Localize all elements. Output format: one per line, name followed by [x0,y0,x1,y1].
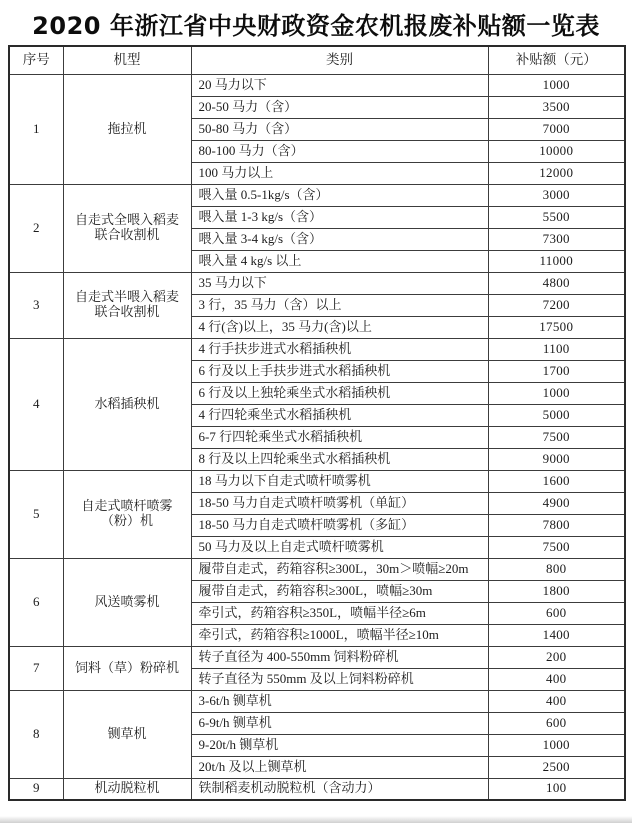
amount-cell: 1100 [488,338,625,360]
table-row [9,184,625,206]
category-cell: 6-9t/h 铡草机 [191,712,488,734]
table-row [9,272,625,294]
category-cell: 喂入量 1-3 kg/s（含） [191,206,488,228]
amount-cell: 2500 [488,756,625,778]
serial-number-cell: 2 [9,184,63,272]
category-cell: 8 行及以上四轮乘坐式水稻插秧机 [191,448,488,470]
amount-cell: 11000 [488,250,625,272]
machine-type-cell: 自走式半喂入稻麦联合收割机 [63,272,191,338]
category-cell: 20 马力以下 [191,74,488,96]
amount-cell: 1600 [488,470,625,492]
category-cell: 50-80 马力（含） [191,118,488,140]
amount-cell: 7500 [488,536,625,558]
amount-cell: 10000 [488,140,625,162]
category-cell: 20t/h 及以上铡草机 [191,756,488,778]
serial-number-cell: 4 [9,338,63,470]
table-row [9,778,625,800]
amount-cell: 200 [488,646,625,668]
amount-cell: 3500 [488,96,625,118]
amount-cell: 400 [488,690,625,712]
amount-cell: 5000 [488,404,625,426]
category-cell: 履带自走式，药箱容积≥300L，喷幅≥30m [191,580,488,602]
category-cell: 6-7 行四轮乘坐式水稻插秧机 [191,426,488,448]
amount-cell: 7500 [488,426,625,448]
table-row [9,338,625,360]
amount-cell: 7200 [488,294,625,316]
table-row [9,690,625,712]
amount-cell: 9000 [488,448,625,470]
machine-type-cell: 机动脱粒机 [63,778,191,800]
category-cell: 牵引式，药箱容积≥1000L，喷幅半径≥10m [191,624,488,646]
header-row [9,46,625,74]
header-subsidy-amount: 补贴额（元） [488,46,625,74]
table-row [9,558,625,580]
category-cell: 牵引式，药箱容积≥350L，喷幅半径≥6m [191,602,488,624]
header-machine-type: 机型 [63,46,191,74]
category-cell: 18-50 马力自走式喷杆喷雾机（单缸） [191,492,488,514]
amount-cell: 1400 [488,624,625,646]
serial-number-cell: 1 [9,74,63,184]
category-cell: 9-20t/h 铡草机 [191,734,488,756]
category-cell: 35 马力以下 [191,272,488,294]
table-row [9,74,625,96]
amount-cell: 7800 [488,514,625,536]
machine-type-cell: 拖拉机 [63,74,191,184]
serial-number-cell: 3 [9,272,63,338]
machine-type-cell: 自走式喷杆喷雾（粉）机 [63,470,191,558]
category-cell: 4 行(含)以上，35 马力(含)以上 [191,316,488,338]
amount-cell: 100 [488,778,625,800]
amount-cell: 1700 [488,360,625,382]
category-cell: 3-6t/h 铡草机 [191,690,488,712]
category-cell: 20-50 马力（含） [191,96,488,118]
table-row [9,646,625,668]
amount-cell: 5500 [488,206,625,228]
scan-shadow [0,816,632,823]
machine-type-cell: 饲料（草）粉碎机 [63,646,191,690]
category-cell: 18 马力以下自走式喷杆喷雾机 [191,470,488,492]
machine-type-cell: 自走式全喂入稻麦联合收割机 [63,184,191,272]
header-category: 类别 [191,46,488,74]
serial-number-cell: 7 [9,646,63,690]
table-row [9,470,625,492]
category-cell: 18-50 马力自走式喷杆喷雾机（多缸） [191,514,488,536]
amount-cell: 800 [488,558,625,580]
amount-cell: 400 [488,668,625,690]
amount-cell: 1000 [488,74,625,96]
category-cell: 3 行，35 马力（含）以上 [191,294,488,316]
amount-cell: 1000 [488,734,625,756]
serial-number-cell: 5 [9,470,63,558]
category-cell: 转子直径为 400-550mm 饲料粉碎机 [191,646,488,668]
amount-cell: 12000 [488,162,625,184]
amount-cell: 4900 [488,492,625,514]
category-cell: 50 马力及以上自走式喷杆喷雾机 [191,536,488,558]
serial-number-cell: 6 [9,558,63,646]
serial-number-cell: 8 [9,690,63,778]
category-cell: 6 行及以上手扶步进式水稻插秧机 [191,360,488,382]
amount-cell: 7000 [488,118,625,140]
category-cell: 6 行及以上独轮乘坐式水稻插秧机 [191,382,488,404]
category-cell: 4 行四轮乘坐式水稻插秧机 [191,404,488,426]
table-body [9,74,625,800]
category-cell: 喂入量 3-4 kg/s（含） [191,228,488,250]
category-cell: 履带自走式，药箱容积≥300L，30m＞喷幅≥20m [191,558,488,580]
category-cell: 4 行手扶步进式水稻插秧机 [191,338,488,360]
category-cell: 喂入量 4 kg/s 以上 [191,250,488,272]
machine-type-cell: 风送喷雾机 [63,558,191,646]
amount-cell: 17500 [488,316,625,338]
category-cell: 100 马力以上 [191,162,488,184]
subsidy-table [8,45,626,801]
amount-cell: 1000 [488,382,625,404]
amount-cell: 600 [488,602,625,624]
amount-cell: 1800 [488,580,625,602]
amount-cell: 600 [488,712,625,734]
amount-cell: 7300 [488,228,625,250]
machine-type-cell: 铡草机 [63,690,191,778]
header-serial-number: 序号 [9,46,63,74]
serial-number-cell: 9 [9,778,63,800]
category-cell: 铁制稻麦机动脱粒机（含动力） [191,778,488,800]
amount-cell: 3000 [488,184,625,206]
category-cell: 80-100 马力（含） [191,140,488,162]
page-title: 2020 年浙江省中央财政资金农机报废补贴额一览表 [32,12,600,40]
amount-cell: 4800 [488,272,625,294]
category-cell: 喂入量 0.5-1kg/s（含） [191,184,488,206]
category-cell: 转子直径为 550mm 及以上饲料粉碎机 [191,668,488,690]
machine-type-cell: 水稻插秧机 [63,338,191,470]
